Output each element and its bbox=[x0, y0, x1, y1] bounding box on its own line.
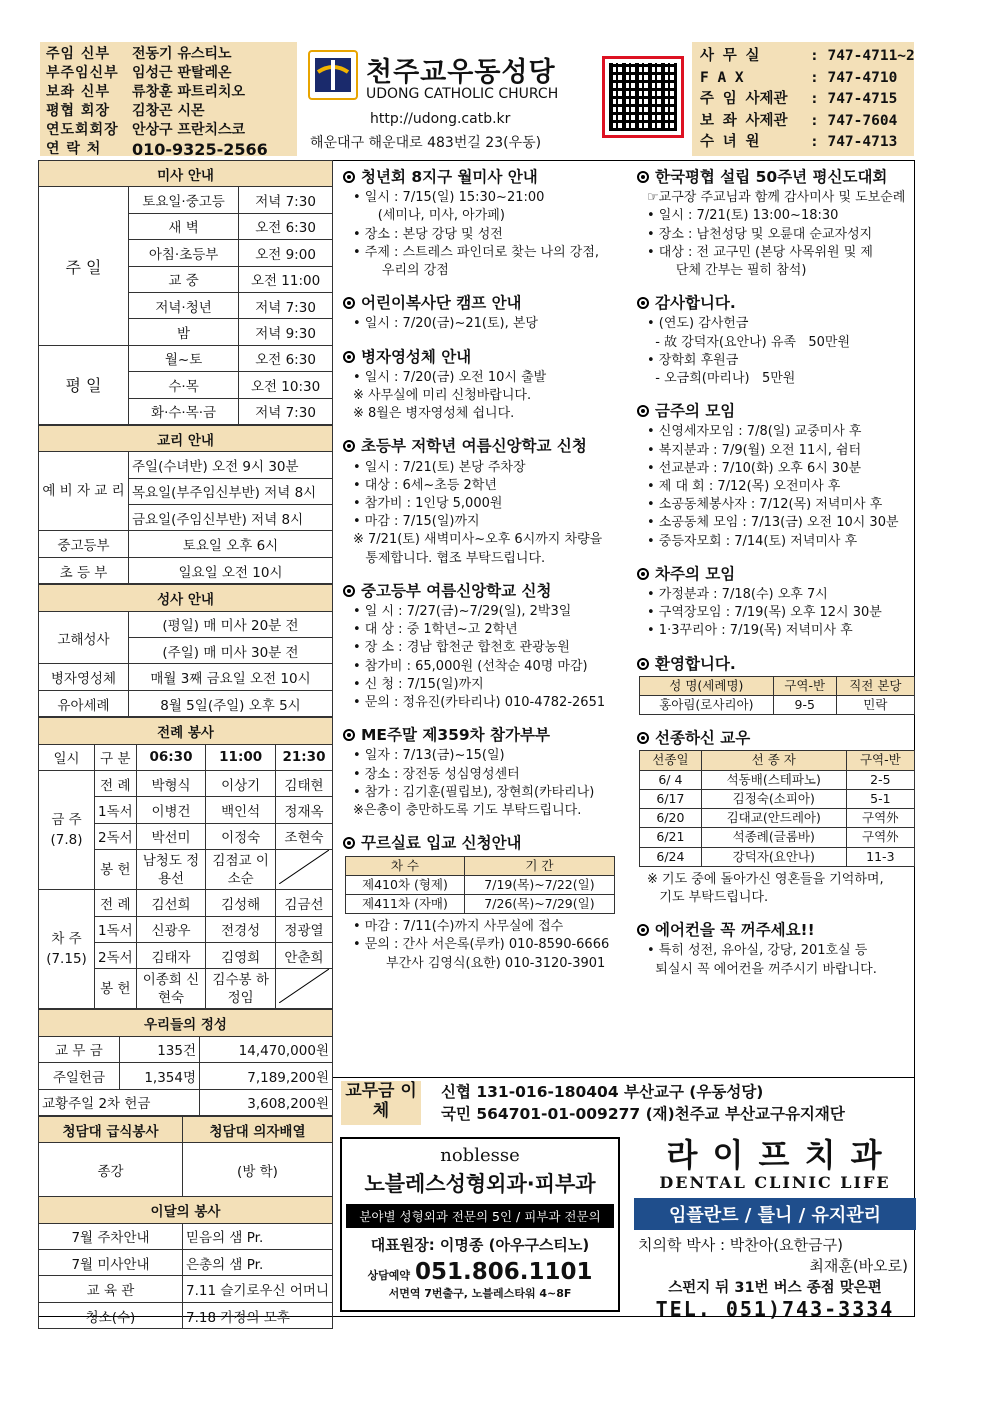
notice-line: • 일시 : 7/21(토) 13:00~18:30 bbox=[647, 208, 839, 224]
staff-role: 주임 신부 bbox=[46, 46, 110, 62]
liturgy-cell: 정재옥 bbox=[284, 804, 324, 821]
service-b-value: (방 학) bbox=[237, 1163, 278, 1180]
notice-line: • 선교분과 : 7/10(화) 오후 6시 30분 bbox=[647, 460, 862, 476]
notice-block bbox=[343, 582, 628, 712]
noblesse-ad[interactable] bbox=[340, 1137, 620, 1312]
month-service-value: 7.11 슬기로우신 어머니 bbox=[186, 1283, 329, 1300]
notice-block bbox=[343, 437, 628, 567]
notice-table bbox=[345, 856, 615, 915]
dental-tel[interactable]: TEL. 051)743-3334 bbox=[655, 1297, 895, 1321]
bullet-circle-icon bbox=[637, 658, 649, 670]
staff-row bbox=[46, 102, 291, 121]
notice-table-cell: 구역外 bbox=[862, 810, 899, 826]
notice-table-head: 기 간 bbox=[525, 857, 554, 873]
doctrine-time: 일요일 오전 10시 bbox=[178, 564, 283, 581]
offering-name: 교 무 금 bbox=[55, 1043, 103, 1060]
doctrine-time: 토요일 오후 6시 bbox=[182, 538, 279, 555]
notice-line: • 구역장모임 : 7/19(목) 오후 12시 30분 bbox=[647, 605, 882, 621]
notice-line: ☞교구장 주교님과 함께 감사미사 및 도보순례 bbox=[647, 190, 906, 206]
contact-row: 보 좌 사제관 : 747-7604 bbox=[700, 111, 906, 133]
notice-title: 선종하신 교우 bbox=[637, 729, 915, 747]
left-column bbox=[38, 160, 333, 1329]
notice-block bbox=[343, 348, 628, 424]
liturgy-cell: 김금선 bbox=[284, 896, 324, 913]
liturgy-cell: 신광우 bbox=[151, 923, 191, 940]
notice-line: - 오금희(마리나) 5만원 bbox=[647, 371, 796, 387]
dental-location: 스펀지 뒤 31번 버스 종점 맞은편 bbox=[668, 1280, 882, 1296]
liturgy-cell: 정광열 bbox=[284, 923, 324, 940]
service-a-value: 종강 bbox=[97, 1163, 124, 1180]
liturgy-head: 구 분 bbox=[100, 751, 131, 768]
notice-title: 병자영성체 안내 bbox=[343, 348, 628, 366]
notice-line: 퇴실시 꼭 에어컨을 꺼주시기 바랍니다. bbox=[647, 961, 877, 977]
notice-title: 한국평협 설립 50주년 평신도대회 bbox=[637, 168, 915, 186]
notice-line: • 장소 : 장전동 성심영성센터 bbox=[353, 766, 520, 782]
service-table bbox=[38, 1116, 333, 1329]
notice-table-cell: 6/17 bbox=[656, 790, 685, 806]
notice-block bbox=[343, 834, 628, 972]
notice-table-cell: 6/21 bbox=[656, 829, 685, 845]
notice-line: • 장소 : 남천성당 및 오륜대 순교자성지 bbox=[647, 226, 873, 242]
bullet-circle-icon bbox=[343, 440, 355, 452]
bullet-circle-icon bbox=[343, 351, 355, 363]
notice-line: • 참가 : 김기훈(필립보), 장현희(카타리나) bbox=[353, 784, 595, 800]
notice-table-cell: 홍아림(로사리아) bbox=[659, 697, 754, 713]
liturgy-cell: 김수봉 하정임 bbox=[212, 971, 269, 1006]
notice-table-cell: 7/19(목)~7/22(일) bbox=[484, 876, 595, 892]
liturgy-cell: 김선희 bbox=[151, 896, 191, 913]
doctrine-group: 초 등 부 bbox=[59, 564, 108, 581]
notice-table-cell: 석동배(스테파노) bbox=[726, 771, 821, 787]
notice-line: ※ 사무실에 미리 신청바랍니다. bbox=[353, 388, 532, 404]
mass-slot: 토요일·중고등 bbox=[142, 194, 225, 211]
notice-table-cell: 11-3 bbox=[866, 848, 895, 864]
notice-line: • 일 시 : 7/27(금)~7/29(일), 2박3일 bbox=[353, 604, 572, 620]
mass-time: 오전 6:30 bbox=[255, 352, 316, 369]
month-service-name: 7월 미사안내 bbox=[71, 1256, 150, 1273]
bullet-circle-icon bbox=[637, 297, 649, 309]
bullet-circle-icon bbox=[343, 297, 355, 309]
notice-block bbox=[637, 729, 915, 907]
bank-label: 교무금 이 체 bbox=[341, 1081, 421, 1125]
notice-line: • 신 청 : 7/15(일)까지 bbox=[353, 676, 484, 692]
notice-block bbox=[637, 921, 915, 979]
staff-row bbox=[46, 64, 291, 83]
contact-label: 보 좌 사제관 bbox=[700, 112, 788, 129]
offering-table bbox=[38, 1009, 333, 1116]
mass-slot: 새 벽 bbox=[168, 220, 199, 237]
weekday-label: 평 일 bbox=[65, 376, 102, 396]
confession-time: (평일) 매 미사 20분 전 bbox=[162, 618, 299, 635]
staff-role: 부주임신부 bbox=[46, 65, 119, 81]
sacrament-table bbox=[38, 584, 333, 717]
notice-table-head: 선종일 bbox=[652, 752, 689, 768]
ad-band: 분야별 성형외과 전문의 5인 / 피부과 전문의 bbox=[346, 1204, 614, 1228]
notice-column-1 bbox=[343, 168, 628, 987]
liturgy-head: 11:00 bbox=[219, 749, 263, 766]
contacts-box bbox=[692, 42, 914, 156]
liturgy-cell: 이병건 bbox=[151, 804, 191, 821]
mass-slot: 수·목 bbox=[168, 378, 199, 395]
mass-slot: 밤 bbox=[177, 326, 191, 343]
staff-name: 전동기 유스티노 bbox=[132, 46, 232, 62]
notice-line: • 문의 : 간사 서은록(루카) 010-8590-6666 bbox=[353, 937, 610, 953]
dental-doctor-2: 최재훈(바오로) bbox=[809, 1257, 908, 1275]
bullet-circle-icon bbox=[637, 405, 649, 417]
bullet-circle-icon bbox=[637, 732, 649, 744]
notice-block bbox=[637, 565, 915, 641]
contact-number[interactable]: 747-4713 bbox=[827, 134, 898, 150]
bullet-circle-icon bbox=[637, 171, 649, 183]
month-service-name: 교 육 관 bbox=[86, 1283, 135, 1300]
liturgy-cell: 1독서 bbox=[98, 923, 133, 940]
liturgy-cell: 전 례 bbox=[100, 896, 131, 913]
notice-table-head: 선 종 자 bbox=[751, 752, 796, 768]
notice-table bbox=[639, 750, 915, 866]
liturgy-cell: 박형식 bbox=[151, 777, 191, 794]
doctrine-time: 금요일(주임신부반) 저녁 8시 bbox=[132, 511, 304, 528]
notice-line: • 신영세자모임 : 7/8(일) 교중미사 후 bbox=[647, 424, 862, 440]
staff-role: 보좌 신부 bbox=[46, 84, 110, 100]
week-label: 차 주 (7.15) bbox=[46, 931, 87, 968]
notice-table-cell: 2-5 bbox=[870, 771, 891, 787]
staff-name: 임성근 판탈레온 bbox=[132, 65, 232, 81]
confession-time: (주일) 매 미사 30분 전 bbox=[162, 644, 299, 661]
doctrine-time: 주일(수녀반) 오전 9시 30분 bbox=[132, 458, 299, 475]
notice-line: - 故 강덕자(요안나) 유족 50만원 bbox=[647, 334, 851, 350]
notice-table bbox=[639, 676, 915, 715]
staff-name: 010-9325-2566 bbox=[132, 140, 268, 159]
mass-time: 저녁 9:30 bbox=[255, 326, 316, 343]
notice-table-cell: 석종례(글롬바) bbox=[732, 829, 815, 845]
staff-box bbox=[40, 42, 297, 159]
offering-amount: 14,470,000원 bbox=[238, 1043, 329, 1060]
mass-time: 오전 11:00 bbox=[250, 273, 321, 290]
notice-line: • 일시 : 7/20(금)~21(토), 본당 bbox=[353, 316, 538, 332]
bank-account-kookmin: 국민 564701-01-009277 (재)천주교 부산교구유지재단 bbox=[441, 1105, 845, 1123]
liturgy-cell: 1독서 bbox=[98, 804, 133, 821]
notice-line: • (연도) 감사헌금 bbox=[647, 316, 749, 332]
bullet-circle-icon bbox=[343, 585, 355, 597]
sunday-label: 주 일 bbox=[65, 257, 102, 277]
church-address: 해운대구 해운대로 483번길 23(우동) bbox=[310, 135, 542, 151]
ad-location: 서면역 7번출구, 노블레스타워 4~8F bbox=[388, 1287, 572, 1300]
contact-label: 주 임 사제관 bbox=[700, 91, 788, 107]
liturgy-head: 06:30 bbox=[149, 749, 193, 766]
offering-count: 1,354명 bbox=[144, 1069, 197, 1086]
notice-line: • 참가비 : 1인당 5,000원 bbox=[353, 496, 503, 512]
notice-line: • 장학회 후원금 bbox=[647, 352, 739, 368]
month-service-value: 은총의 샘 Pr. bbox=[186, 1256, 264, 1273]
notice-table-cell: 제410차 (형제) bbox=[362, 876, 448, 892]
month-service-title: 이달의 봉사 bbox=[150, 1203, 221, 1220]
confession-label: 고해성사 bbox=[57, 631, 110, 648]
staff-row bbox=[46, 45, 291, 64]
notice-line: • 장 소 : 경남 합천군 합천호 관광농원 bbox=[353, 640, 570, 656]
offering-amount: 7,189,200원 bbox=[247, 1069, 329, 1086]
mass-time: 저녁 7:30 bbox=[255, 299, 316, 316]
notice-title: 초등부 저학년 여름신앙학교 신청 bbox=[343, 437, 628, 455]
church-url[interactable]: http://udong.catb.kr bbox=[370, 111, 511, 127]
bank-accounts bbox=[441, 1081, 845, 1125]
doctrine-table bbox=[38, 425, 333, 584]
bank-account-shinhyup: 신협 131-016-180404 부산교구 (우동성당) bbox=[441, 1083, 764, 1101]
notice-table-head: 직전 본당 bbox=[849, 677, 902, 693]
notice-table-cell: 9-5 bbox=[794, 697, 815, 713]
contact-number[interactable]: 747-4710 bbox=[827, 69, 898, 86]
notice-line: 통제합니다. 협조 부탁드립니다. bbox=[353, 550, 546, 566]
notice-table-head: 차 수 bbox=[390, 857, 419, 873]
dental-doctor-1: 치의학 박사 : 박찬아(요한금구) bbox=[638, 1236, 843, 1254]
staff-role: 평협 회장 bbox=[46, 103, 110, 119]
staff-row bbox=[46, 83, 291, 102]
offering-amount: 3,608,200원 bbox=[247, 1096, 329, 1113]
notice-line: • 일자 : 7/13(금)~15(일) bbox=[353, 748, 505, 764]
notice-line: • 장소 : 본당 강당 및 성전 bbox=[353, 226, 503, 242]
notice-table-head: 구역-반 bbox=[859, 752, 901, 768]
liturgy-cell: 봉 헌 bbox=[100, 861, 131, 878]
mass-time: 오전 9:00 bbox=[255, 246, 316, 263]
mass-time: 저녁 7:30 bbox=[255, 194, 316, 211]
notice-table-cell: 구역外 bbox=[862, 829, 899, 845]
blank-slash-icon bbox=[279, 969, 329, 1003]
liturgy-cell: 봉 헌 bbox=[100, 980, 131, 997]
notice-line: • 대상 : 6세~초등 2학년 bbox=[353, 477, 497, 493]
ad-tel-label: 상담예약 bbox=[367, 1269, 410, 1282]
staff-name: 김창곤 시몬 bbox=[132, 103, 205, 119]
notice-block bbox=[343, 726, 628, 820]
notice-table-cell: 6/20 bbox=[656, 810, 685, 826]
contact-row: 사 무 실 : 747-4711~2 bbox=[700, 46, 906, 68]
dental-name: 라 이 프 치 과 bbox=[666, 1136, 884, 1174]
doctrine-title: 교리 안내 bbox=[157, 432, 214, 449]
liturgy-cell: 김성해 bbox=[221, 896, 261, 913]
notice-line: • 복지분과 : 7/9(월) 오전 11시, 쉼터 bbox=[647, 442, 862, 458]
notice-title: 청년회 8지구 월미사 안내 bbox=[343, 168, 628, 186]
ad-clinic-name: 노블레스성형외과·피부과 bbox=[364, 1172, 596, 1196]
mass-title: 미사 안내 bbox=[157, 167, 214, 184]
contact-row: 주 임 사제관 : 747-4715 bbox=[700, 89, 906, 111]
notice-line: • 1·3꾸리아 : 7/19(목) 저녁미사 후 bbox=[647, 623, 853, 639]
liturgy-cell: 이상기 bbox=[221, 777, 261, 794]
notice-line: • 소공동체 모임 : 7/13(금) 오전 10시 30분 bbox=[647, 515, 899, 531]
offering-title: 우리들의 정성 bbox=[144, 1017, 227, 1034]
staff-role: 연도회회장 bbox=[46, 122, 119, 138]
liturgy-cell: 백인석 bbox=[221, 804, 261, 821]
mass-slot: 아침·초등부 bbox=[148, 246, 219, 263]
service-a-title: 청담대 급식봉사 bbox=[62, 1123, 159, 1140]
cross-icon bbox=[308, 50, 358, 100]
liturgy-cell: 2독서 bbox=[98, 830, 133, 847]
notice-title: 꾸르실료 입교 신청안내 bbox=[343, 834, 628, 852]
notice-line: ※은총이 충만하도록 기도 부탁드립니다. bbox=[353, 803, 582, 819]
month-service-value: 7.18 가정의 모후 bbox=[186, 1309, 290, 1326]
mass-slot: 저녁·청년 bbox=[155, 299, 212, 316]
bullet-circle-icon bbox=[637, 568, 649, 580]
notice-line: • 가정분과 : 7/18(수) 오후 7시 bbox=[647, 587, 828, 603]
notice-line: 우리의 강점 bbox=[353, 263, 449, 279]
notice-title: 금주의 모임 bbox=[637, 402, 915, 420]
mass-time: 저녁 7:30 bbox=[255, 405, 316, 422]
notice-line: • 마감 : 7/15(일)까지 bbox=[353, 514, 480, 530]
contact-row: 수 녀 원 : 747-4713 bbox=[700, 132, 906, 154]
liturgy-cell: 김영희 bbox=[221, 949, 261, 966]
bullet-circle-icon bbox=[343, 171, 355, 183]
liturgy-cell: 남청도 정용선 bbox=[142, 852, 200, 887]
notice-line: • 문의 : 정유진(카타리나) 010-4782-2651 bbox=[353, 695, 606, 711]
notice-table-cell: 민락 bbox=[863, 697, 888, 713]
notice-line: 단체 간부는 필히 참석) bbox=[647, 263, 807, 279]
month-service-name: 7월 주차안내 bbox=[71, 1230, 150, 1247]
staff-role: 연 락 처 bbox=[46, 141, 102, 157]
ad-brand: noblesse bbox=[440, 1145, 520, 1166]
contact-label: 수 녀 원 bbox=[700, 134, 760, 150]
week-label: 금 주 (7.8) bbox=[50, 812, 83, 849]
church-logo bbox=[308, 50, 588, 106]
liturgy-cell: 김태자 bbox=[151, 949, 191, 966]
notice-title: 중고등부 여름신앙학교 신청 bbox=[343, 582, 628, 600]
notice-block bbox=[343, 168, 628, 280]
bullet-circle-icon bbox=[637, 924, 649, 936]
notice-block bbox=[637, 402, 915, 551]
contact-label: F A X bbox=[700, 69, 744, 86]
liturgy-cell: 박선미 bbox=[151, 830, 191, 847]
notice-title: ME주말 제359차 참가부부 bbox=[343, 726, 628, 744]
liturgy-cell: 이종희 신현숙 bbox=[142, 971, 200, 1006]
mass-time: 오전 6:30 bbox=[255, 220, 316, 237]
notice-title: 어린이복사단 캠프 안내 bbox=[343, 294, 628, 312]
notice-line: 부간사 김영식(요한) 010-3120-3901 bbox=[353, 955, 606, 971]
notice-line: • 소공동체봉사자 : 7/12(목) 저녁미사 후 bbox=[647, 497, 883, 513]
service-b-title: 청담대 의자배열 bbox=[209, 1123, 306, 1140]
notice-table-cell: 김정숙(소피아) bbox=[732, 790, 815, 806]
contact-label: 사 무 실 bbox=[700, 48, 760, 64]
sacrament-name: 유아세례 bbox=[57, 697, 110, 714]
notice-line: • 일시 : 7/21(토) 본당 주차장 bbox=[353, 459, 526, 475]
liturgy-head: 일시 bbox=[53, 751, 80, 768]
notice-table-cell: 5-1 bbox=[870, 790, 891, 806]
offering-name: 교황주일 2차 헌금 bbox=[42, 1096, 151, 1113]
staff-row bbox=[46, 140, 291, 159]
dental-en: DENTAL CLINIC LIFE bbox=[659, 1173, 891, 1192]
blank-slash-icon bbox=[279, 850, 329, 884]
liturgy-cell: 전 례 bbox=[100, 777, 131, 794]
notice-line: • 마감 : 7/11(수)까지 사무실에 접수 bbox=[353, 919, 564, 935]
offering-name: 주일헌금 bbox=[52, 1069, 105, 1086]
liturgy-title: 전례 봉사 bbox=[157, 724, 214, 741]
qr-code-icon[interactable] bbox=[602, 56, 684, 138]
notice-title: 감사합니다. bbox=[637, 294, 915, 312]
notice-line: • 주제 : 스트레스 파인더로 찾는 나의 강점, bbox=[353, 244, 600, 260]
contact-number[interactable]: 747-7604 bbox=[827, 112, 898, 129]
contact-number[interactable]: 747-4715 bbox=[827, 91, 898, 107]
liturgy-table bbox=[38, 717, 333, 1009]
sacrament-title: 성사 안내 bbox=[157, 591, 214, 608]
liturgy-cell: 조현숙 bbox=[284, 830, 324, 847]
mass-slot: 화·수·목·금 bbox=[151, 405, 217, 422]
notice-line: • 대 상 : 중 1학년~고 2학년 bbox=[353, 622, 518, 638]
contact-row: F A X : 747-4710 bbox=[700, 68, 906, 90]
mass-time: 오전 10:30 bbox=[250, 378, 321, 395]
notice-line: • 일시 : 7/15(일) 15:30~21:00 bbox=[353, 190, 545, 206]
notice-column-2 bbox=[637, 168, 915, 993]
liturgy-cell: 김태현 bbox=[284, 777, 324, 794]
notice-table-cell: 김대교(안드레아) bbox=[726, 810, 821, 826]
sacrament-name: 병자영성체 bbox=[50, 671, 117, 688]
sacrament-time: 매월 3째 금요일 오전 10시 bbox=[150, 671, 311, 688]
staff-name: 안상구 프란치스코 bbox=[132, 122, 246, 138]
doctrine-group: 중고등부 bbox=[57, 538, 110, 555]
notice-line: • 특히 성전, 유아실, 강당, 201호실 등 bbox=[647, 943, 868, 959]
notice-table-cell: 6/24 bbox=[656, 848, 685, 864]
liturgy-cell: 김점교 이소순 bbox=[212, 852, 269, 887]
dental-band: 임플란트 / 틀니 / 유지관리 bbox=[634, 1198, 916, 1230]
notice-table-cell: 제411차 (자매) bbox=[362, 895, 448, 911]
notice-line: • 중등자모회 : 7/14(토) 저녁미사 후 bbox=[647, 533, 858, 549]
notice-line: 기도 부탁드립니다. bbox=[647, 889, 769, 905]
notice-table-cell: 강덕자(요안나) bbox=[732, 848, 815, 864]
staff-name: 류창훈 파트리치오 bbox=[132, 84, 246, 100]
ad-tel[interactable]: 051.806.1101 bbox=[415, 1259, 593, 1285]
notice-table-head: 성 명(세례명) bbox=[669, 677, 744, 693]
bullet-circle-icon bbox=[343, 729, 355, 741]
sacrament-time: 8월 5일(주일) 오후 5시 bbox=[160, 697, 301, 714]
notice-title: 환영합니다. bbox=[637, 655, 915, 673]
notice-block bbox=[637, 294, 915, 388]
notice-table-cell: 7/26(목)~7/29(일) bbox=[484, 895, 595, 911]
doctrine-time: 목요일(부주임신부반) 저녁 8시 bbox=[132, 485, 317, 502]
month-service-value: 믿음의 샘 Pr. bbox=[186, 1230, 264, 1247]
month-service-name: 청소(수) bbox=[85, 1309, 136, 1326]
notice-table-cell: 6/ 4 bbox=[658, 771, 683, 787]
notice-title: 에어컨을 꼭 꺼주세요!! bbox=[637, 921, 915, 939]
notice-block bbox=[637, 655, 915, 716]
mass-table bbox=[38, 160, 333, 425]
notice-line: • 참가비 : 65,000원 (선착순 40명 마감) bbox=[353, 658, 588, 674]
notice-title: 차주의 모임 bbox=[637, 565, 915, 583]
notice-line: ※ 7/21(토) 새벽미사~오후 6시까지 차량을 bbox=[353, 532, 603, 548]
notice-block bbox=[637, 168, 915, 280]
ad-director: 대표원장: 이명종 (아우구스티노) bbox=[370, 1236, 590, 1254]
church-name: 천주교우동성당 bbox=[366, 57, 556, 88]
notice-line: • 일시 : 7/20(금) 오전 10시 출발 bbox=[353, 369, 547, 385]
notice-line: ※ 8월은 병자영성체 쉽니다. bbox=[353, 406, 515, 422]
staff-row bbox=[46, 121, 291, 140]
notice-line: • 대상 : 전 교구민 (본당 사목위원 및 제 bbox=[647, 244, 873, 260]
liturgy-cell: 전경성 bbox=[221, 923, 261, 940]
church-name-en: UDONG CATHOLIC CHURCH bbox=[366, 86, 559, 102]
notice-line: • 제 대 회 : 7/12(목) 오전미사 후 bbox=[647, 479, 841, 495]
liturgy-head: 21:30 bbox=[282, 749, 326, 766]
mass-slot: 교 중 bbox=[168, 273, 199, 290]
offering-count: 135건 bbox=[157, 1043, 197, 1060]
mass-slot: 월~토 bbox=[164, 352, 203, 369]
notice-line: ※ 기도 중에 돌아가신 영혼들을 기억하며, bbox=[647, 871, 884, 887]
notice-line: (세미나, 미사, 아가페) bbox=[353, 208, 505, 224]
notice-table-head: 구역-반 bbox=[784, 677, 826, 693]
liturgy-cell: 이정숙 bbox=[221, 830, 261, 847]
notice-block bbox=[343, 294, 628, 333]
liturgy-cell: 2독서 bbox=[98, 949, 133, 966]
liturgy-cell: 안춘희 bbox=[284, 949, 324, 966]
life-dental-ad[interactable] bbox=[634, 1136, 916, 1321]
contact-number[interactable]: 747-4711~2 bbox=[827, 48, 915, 64]
bank-transfer bbox=[333, 1077, 915, 1127]
catechumen-label: 예 비 자 교 리 bbox=[42, 483, 125, 500]
bullet-circle-icon bbox=[343, 837, 355, 849]
